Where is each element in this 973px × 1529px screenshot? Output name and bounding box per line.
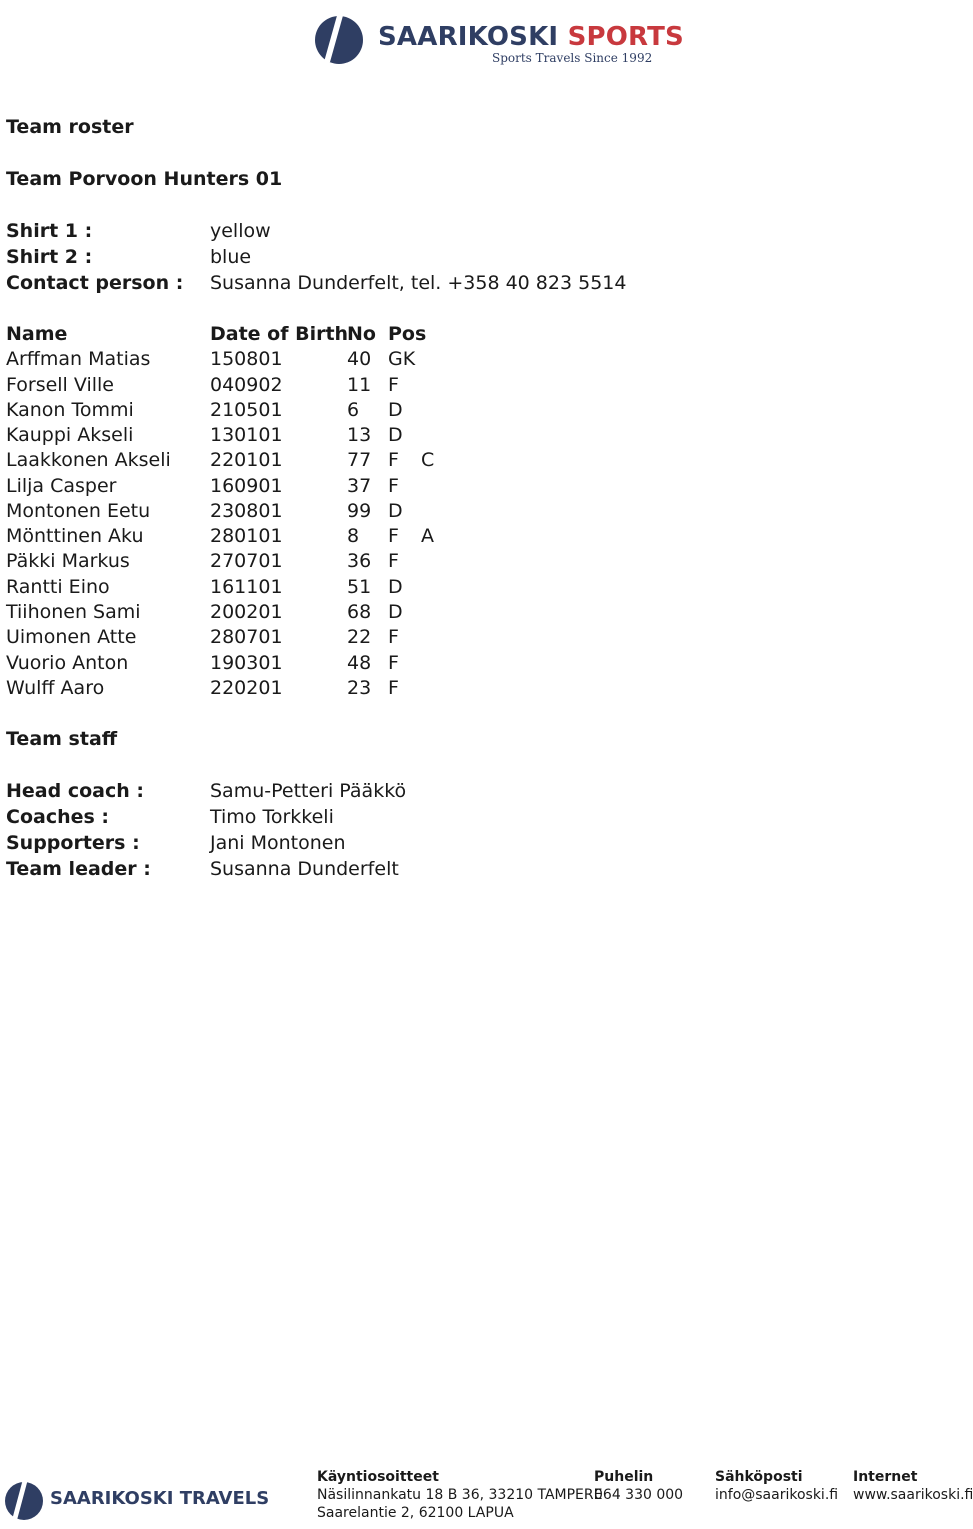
staff-value: Timo Torkkeli <box>210 806 334 828</box>
player-number: 40 <box>347 348 372 370</box>
footer-email <box>715 1468 838 1504</box>
player-dob: 280701 <box>210 626 283 648</box>
player-position: F <box>388 677 399 699</box>
player-number: 8 <box>347 525 360 547</box>
staff-value: Jani Montonen <box>210 832 346 854</box>
player-number: 48 <box>347 652 372 674</box>
player-name: Päkki Markus <box>6 550 130 572</box>
team-name: Team Porvoon Hunters 01 <box>6 168 283 190</box>
player-name: Kanon Tommi <box>6 399 134 421</box>
footer-web-link[interactable]: www.saarikoski.fi <box>853 1487 973 1503</box>
player-number: 6 <box>347 399 360 421</box>
player-position: D <box>388 601 403 623</box>
info-label: Shirt 1 : <box>6 220 93 242</box>
player-number: 13 <box>347 424 372 446</box>
player-dob: 270701 <box>210 550 283 572</box>
staff-value: Susanna Dunderfelt <box>210 858 399 880</box>
player-number: 23 <box>347 677 372 699</box>
player-number: 77 <box>347 449 372 471</box>
player-dob: 210501 <box>210 399 283 421</box>
player-number: 11 <box>347 374 372 396</box>
player-name: Vuorio Anton <box>6 652 129 674</box>
player-name: Kauppi Akseli <box>6 424 134 446</box>
player-number: 68 <box>347 601 372 623</box>
player-dob: 190301 <box>210 652 283 674</box>
roster-title: Team roster <box>6 116 134 138</box>
staff-label: Supporters : <box>6 832 140 854</box>
player-name: Mönttinen Aku <box>6 525 144 547</box>
footer-web <box>853 1468 973 1504</box>
player-position: F <box>388 652 399 674</box>
player-position: D <box>388 500 403 522</box>
player-dob: 200201 <box>210 601 283 623</box>
footer-email-heading: Sähköposti <box>715 1469 803 1485</box>
player-name: Wulff Aaro <box>6 677 105 699</box>
player-position: D <box>388 399 403 421</box>
player-position: F <box>388 550 399 572</box>
player-number: 37 <box>347 475 372 497</box>
info-value: blue <box>210 246 252 268</box>
player-dob: 040902 <box>210 374 283 396</box>
column-name-header: Name <box>6 323 68 345</box>
player-dob: 130101 <box>210 424 283 446</box>
footer-phone-heading: Puhelin <box>594 1469 654 1485</box>
player-name: Lilja Casper <box>6 475 117 497</box>
player-name: Montonen Eetu <box>6 500 151 522</box>
player-position: F <box>388 449 399 471</box>
player-dob: 230801 <box>210 500 283 522</box>
player-position: D <box>388 576 403 598</box>
footer-address-line: Saarelantie 2, 62100 LAPUA <box>317 1505 514 1521</box>
player-number: 22 <box>347 626 372 648</box>
brand-name: SAARIKOSKI SPORTS <box>378 22 684 52</box>
player-name: Forsell Ville <box>6 374 114 396</box>
info-label: Contact person : <box>6 272 184 294</box>
player-dob: 161101 <box>210 576 283 598</box>
footer-address-line: Näsilinnankatu 18 B 36, 33210 TAMPERE <box>317 1487 603 1503</box>
player-role: C <box>421 449 435 471</box>
player-name: Uimonen Atte <box>6 626 137 648</box>
player-dob: 220101 <box>210 449 283 471</box>
player-name: Laakkonen Akseli <box>6 449 171 471</box>
player-dob: 150801 <box>210 348 283 370</box>
info-value: yellow <box>210 220 271 242</box>
footer-phone <box>594 1468 683 1504</box>
player-position: F <box>388 475 399 497</box>
player-role: A <box>421 525 434 547</box>
player-number: 51 <box>347 576 372 598</box>
info-value: Susanna Dunderfelt, tel. +358 40 823 5514 <box>210 272 627 294</box>
staff-value: Samu-Petteri Pääkkö <box>210 780 407 802</box>
staff-label: Team leader : <box>6 858 151 880</box>
player-name: Tiihonen Sami <box>6 601 141 623</box>
info-label: Shirt 2 : <box>6 246 93 268</box>
header-logo <box>314 4 684 68</box>
hockey-stick-logo-icon <box>4 1474 46 1524</box>
footer-logo <box>4 1474 270 1524</box>
player-dob: 160901 <box>210 475 283 497</box>
footer-web-heading: Internet <box>853 1469 918 1485</box>
player-dob: 280101 <box>210 525 283 547</box>
footer-phone-value: 064 330 000 <box>594 1487 684 1503</box>
player-position: GK <box>388 348 416 370</box>
player-position: D <box>388 424 403 446</box>
player-position: F <box>388 626 399 648</box>
column-dob-header: Date of Birth <box>210 323 349 345</box>
staff-label: Head coach : <box>6 780 144 802</box>
player-dob: 220201 <box>210 677 283 699</box>
staff-title: Team staff <box>6 728 118 750</box>
staff-label: Coaches : <box>6 806 110 828</box>
footer-brand: SAARIKOSKI TRAVELS <box>50 1488 270 1509</box>
player-position: F <box>388 525 399 547</box>
column-no-header: No <box>347 323 376 345</box>
player-name: Arffman Matias <box>6 348 151 370</box>
column-pos-header: Pos <box>388 323 427 345</box>
player-number: 36 <box>347 550 372 572</box>
footer-email-link[interactable]: info@saarikoski.fi <box>715 1487 839 1503</box>
player-number: 99 <box>347 500 372 522</box>
hockey-stick-logo-icon <box>314 4 366 70</box>
footer-visit-heading: Käyntiosoitteet <box>317 1469 439 1485</box>
player-name: Rantti Eino <box>6 576 110 598</box>
brand-tagline: Sports Travels Since 1992 <box>492 51 653 65</box>
footer-visit-addresses <box>317 1468 602 1522</box>
player-position: F <box>388 374 399 396</box>
